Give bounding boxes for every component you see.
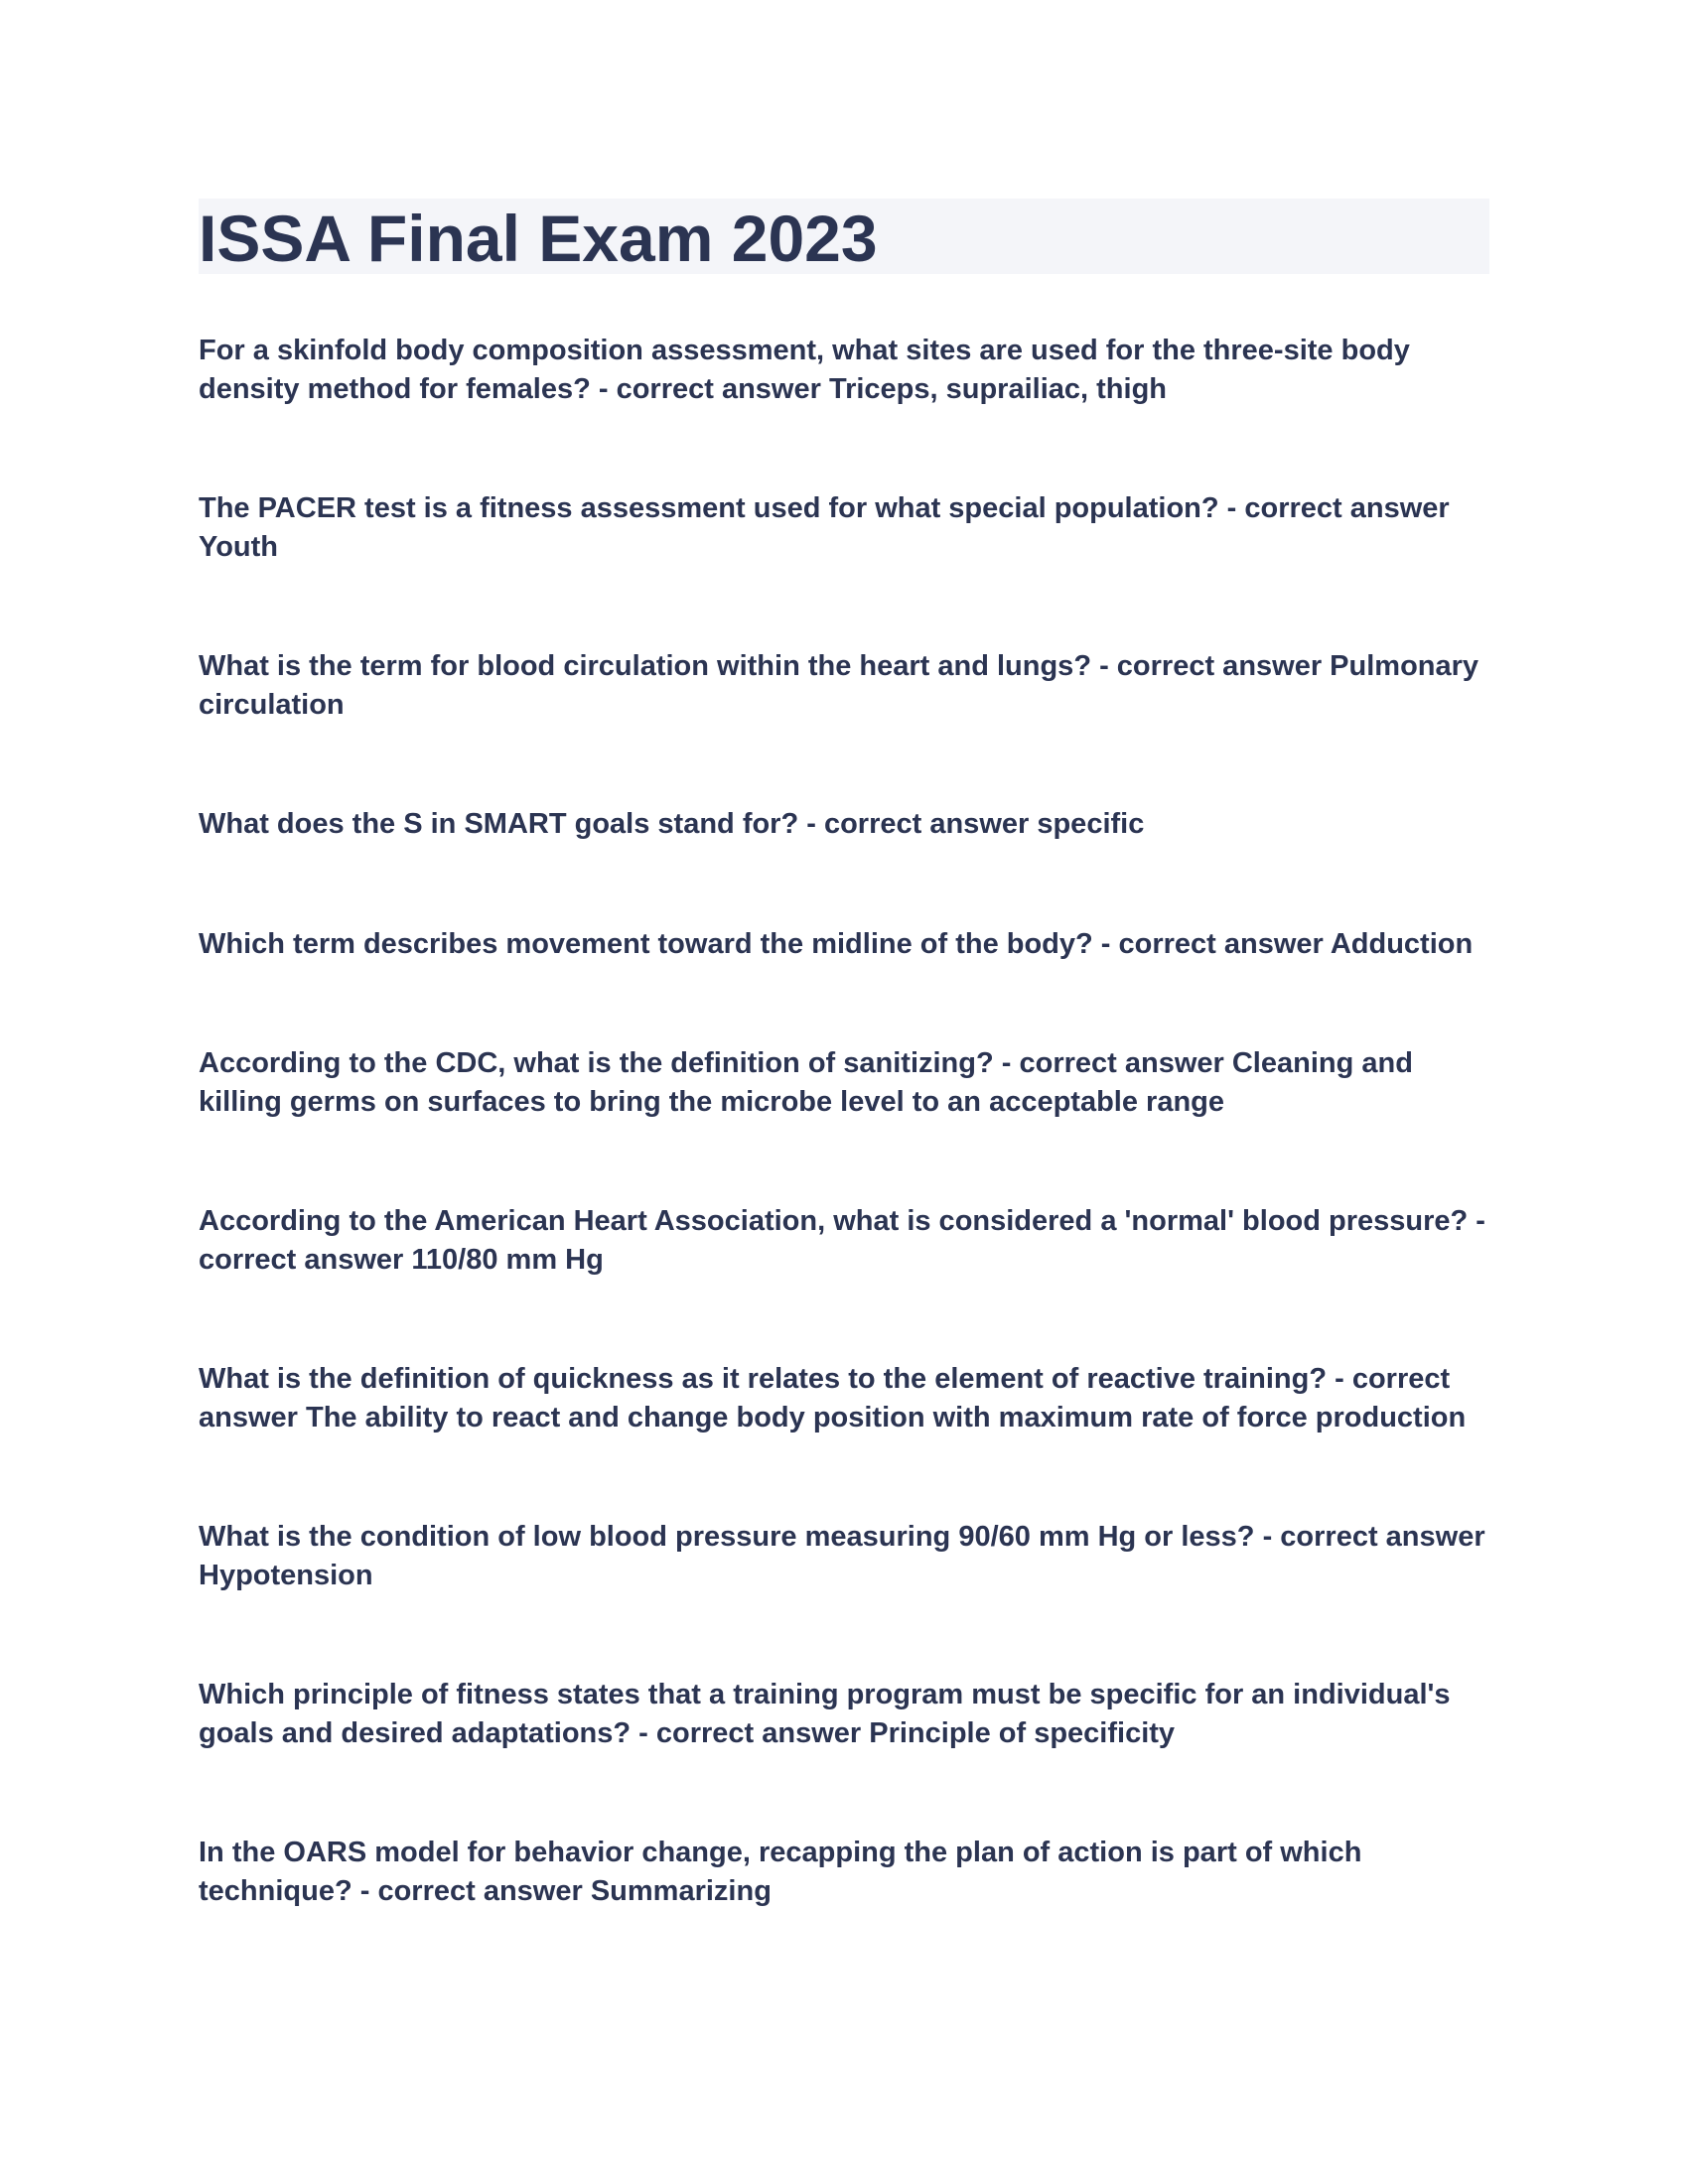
question-item: What is the term for blood circulation within the heart and lungs? - correct answer Pulmonary circulation — [199, 650, 1479, 721]
question-item: According to the American Heart Association, what is considered a 'normal' blood pressure? - correct answer 110/80 mm Hg — [199, 1205, 1485, 1276]
question-item: Which principle of fitness states that a training program must be specific for an individual's goals and desired adaptations? - correct answer Principle of specificity — [199, 1679, 1451, 1749]
question-item: The PACER test is a fitness assessment used for what special population? - correct answer Youth — [199, 492, 1450, 563]
document-title: ISSA Final Exam 2023 — [199, 202, 878, 275]
document-page — [199, 199, 1489, 1991]
question-item: In the OARS model for behavior change, recapping the plan of action is part of which technique? - correct answer Summarizing — [199, 1837, 1362, 1907]
question-item: Which term describes movement toward the midline of the body? - correct answer Adduction — [199, 927, 1474, 960]
question-item: What is the condition of low blood pressure measuring 90/60 mm Hg or less? - correct answer Hypotension — [199, 1521, 1485, 1591]
question-list — [199, 332, 1489, 1910]
title-banner — [199, 199, 1489, 274]
question-item: For a skinfold body composition assessment, what sites are used for the three-site body density method for females? - correct answer Triceps, suprailiac, thigh — [199, 335, 1410, 405]
question-item: What is the definition of quickness as it relates to the element of reactive training? - correct answer The ability to react and change body position with maximum rate of force production — [199, 1363, 1467, 1433]
question-item: What does the S in SMART goals stand for? - correct answer specific — [199, 808, 1145, 840]
question-item: According to the CDC, what is the definition of sanitizing? - correct answer Cleaning and killing germs on surfaces to bring the microbe level to an acceptable range — [199, 1047, 1413, 1118]
